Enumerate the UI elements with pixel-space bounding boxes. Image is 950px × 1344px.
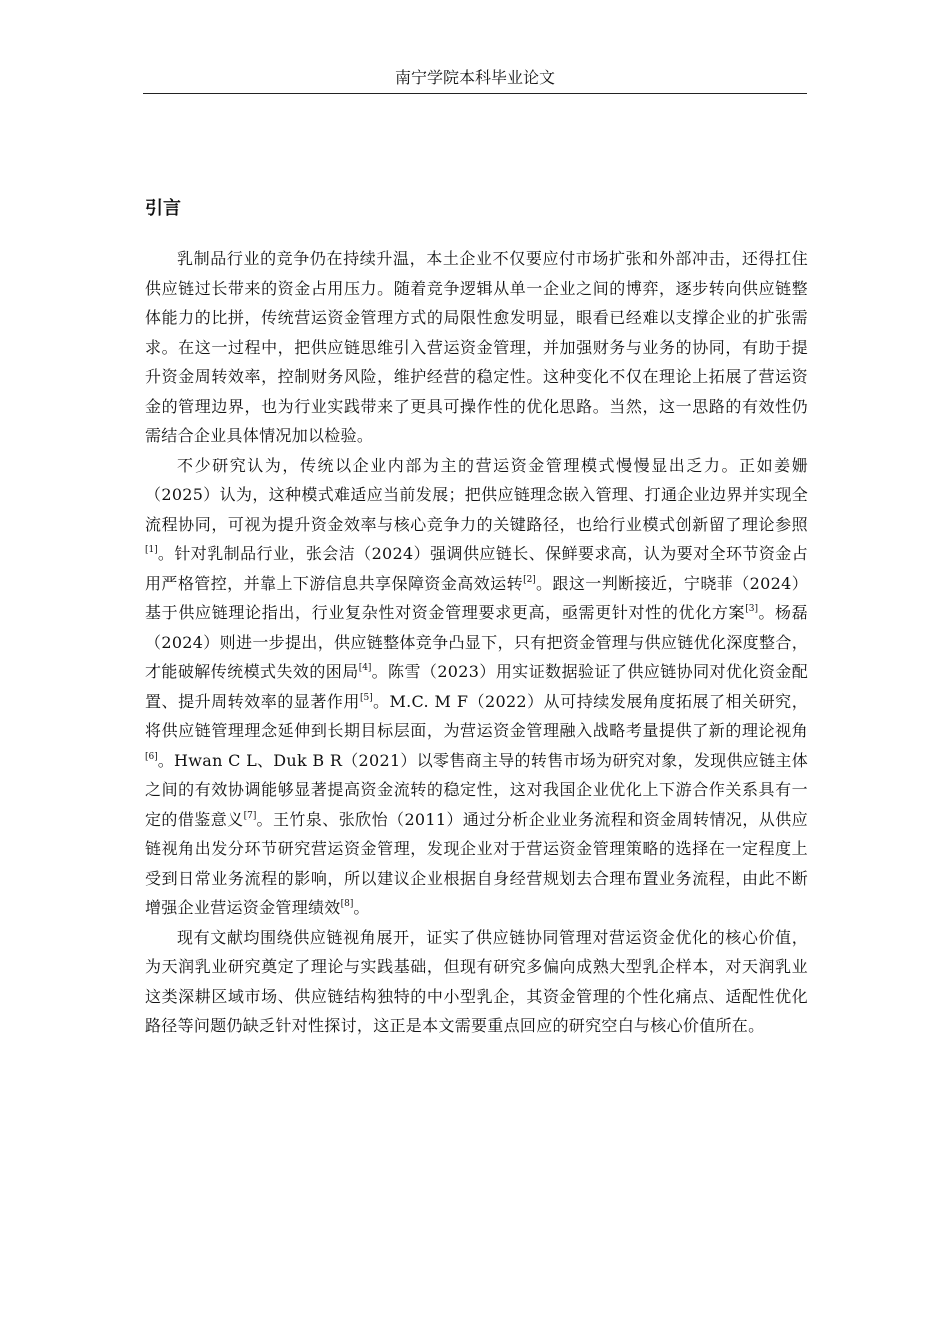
text-run: 不少研究认为，传统以企业内部为主的营运资金管理模式慢慢显出乏力。正如姜姗（2025）认为，这种模式难适应当前发展；把供应链理念嵌入管理、打通企业边界并实现全流程协同，可视为提升资金效率与核心竞争力的关键路径，也给行业模式创新留了理论参照: [145, 455, 808, 534]
paragraph-1: [145, 244, 808, 451]
citation-marker: [1]: [145, 545, 158, 555]
text-run: 现有文献均围绕供应链视角展开，证实了供应链协同管理对营运资金优化的核心价值，为天润乳业研究奠定了理论与实践基础，但现有研究多偏向成熟大型乳企样本，对天润乳业这类深耕区域市场、供应链结构独特的中小型乳企，其资金管理的个性化痛点、适配性优化路径等问题仍缺乏针对性探讨，这正是本文需要重点回应的研究空白与核心价值所在。: [145, 927, 808, 1035]
text-run: 。杨磊（2024）则进一步提出，供应链整体竞争凸显下，只有把资金管理与供应链优化深度整合，才能破解传统模式失效的困局: [145, 603, 808, 681]
text-run: 。: [353, 898, 370, 917]
section-title: 引言: [145, 198, 181, 219]
citation-marker: [2]: [523, 574, 536, 585]
text-run: 。针对乳制品行业，张会洁（2024）强调供应链长、保鲜要求高，认为要对全环节资金占用严格管控，并靠上下游信息共享保障资金高效运转: [145, 544, 808, 593]
citation-marker: [6]: [145, 751, 158, 762]
paragraph-2: [145, 451, 808, 923]
text-run: 。M.C. M F（2022）从可持续发展角度拓展了相关研究，将供应链管理理念延伸到长期目标层面，为营运资金管理融入战略考量提供了新的理论视角: [145, 691, 808, 740]
citation-marker: [3]: [745, 604, 758, 614]
text-run: 。Hwan C L、Duk B R（2021）以零售商主导的转售市场为研究对象，发现供应链主体之间的有效协调能够显著提高资金流转的稳定性，这对我国企业优化上下游合作关系具有一定的借鉴意义: [145, 750, 808, 829]
text-run: 。跟这一判断接近，宁晓菲（2024）基于供应链理论指出，行业复杂性对资金管理要求更高，亟需更针对性的优化方案: [145, 573, 808, 622]
citation-marker: [8]: [340, 899, 354, 909]
citation-marker: [5]: [359, 692, 373, 703]
text-run: 乳制品行业的竞争仍在持续升温，本土企业不仅要应付市场扩张和外部冲击，还得扛住供应链过长带来的资金占用压力。随着竞争逻辑从单一企业之间的博弈，逐步转向供应链整体能力的比拼，传统营运资金管理方式的局限性愈发明显，眼看已经难以支撑企业的扩张需求。在这一过程中，把供应链思维引入营运资金管理，并加强财务与业务的协同，有助于提升资金周转效率，控制财务风险，维护经营的稳定性。这种变化不仅在理论上拓展了营运资金的管理边界，也为行业实践带来了更具可操作性的优化思路。当然，这一思路的有效性仍需结合企业具体情况加以检验。: [145, 249, 808, 445]
citation-marker: [7]: [243, 810, 257, 821]
body-text: [145, 244, 808, 1041]
text-run: 。陈雪（2023）用实证数据验证了供应链协同对优化资金配置、提升周转效率的显著作用: [145, 662, 808, 711]
header-divider: [143, 93, 807, 94]
page-header: 南宁学院本科毕业论文: [394, 68, 555, 87]
text-run: 。王竹泉、张欣怡（2011）通过分析企业业务流程和资金周转情况，从供应链视角出发分环节研究营运资金管理，发现企业对于营运资金管理策略的选择在一定程度上受到日常业务流程的影响，所以建议企业根据自身经营规划去合理布置业务流程，由此不断增强企业营运资金管理绩效: [145, 809, 808, 917]
citation-marker: [4]: [358, 663, 372, 673]
paragraph-3: [145, 923, 808, 1041]
